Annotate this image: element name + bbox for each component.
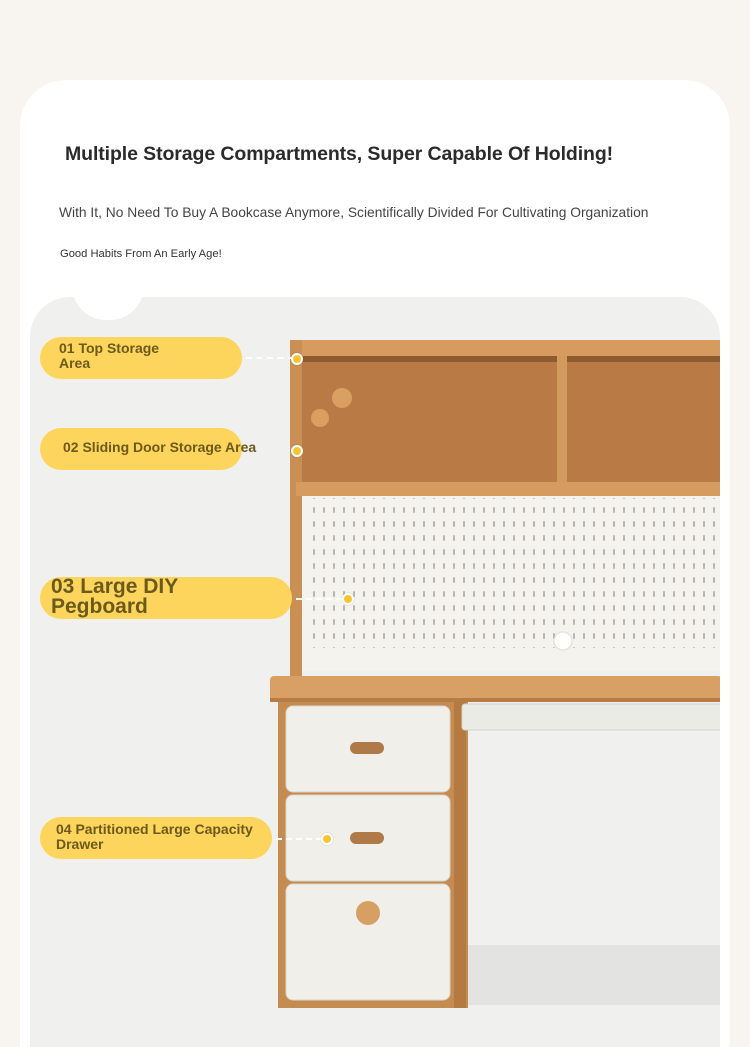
feature-label-pegboard: 03 Large DIY Pegboard [40, 577, 292, 619]
knob-icon [356, 901, 380, 925]
callout-dot [291, 353, 303, 365]
knob-icon [311, 409, 329, 427]
hutch-top-board [292, 340, 720, 356]
callout-line [246, 357, 294, 359]
feature-label-sliding-door: 02 Sliding Door Storage Area [40, 428, 242, 470]
description-line-1: With It, No Need To Buy A Bookcase Anymore, Scientifically Divided For Cultivating Organization [59, 205, 649, 220]
feature-label-drawer: 04 Partitioned Large Capacity Drawer [40, 817, 272, 859]
callout-dot [321, 833, 333, 845]
description-line-2: Good Habits From An Early Age! [60, 248, 222, 260]
knob-icon [332, 388, 352, 408]
top-storage-compartment [302, 356, 720, 484]
callout-line [276, 838, 322, 840]
page-title: Multiple Storage Compartments, Super Capable Of Holding! [65, 143, 614, 165]
callout-line [296, 598, 342, 600]
hutch-side-panel [290, 340, 302, 680]
keyboard-tray [462, 704, 720, 730]
callout-dot [342, 593, 354, 605]
desk-illustration [30, 297, 720, 1047]
pegboard-hook [554, 632, 572, 650]
product-image-panel [30, 297, 720, 1047]
callout-dot [291, 445, 303, 457]
feature-label-top-storage: 01 Top Storage Area [40, 337, 242, 379]
shelf-divider [557, 356, 567, 484]
middle-shelf [296, 482, 720, 496]
